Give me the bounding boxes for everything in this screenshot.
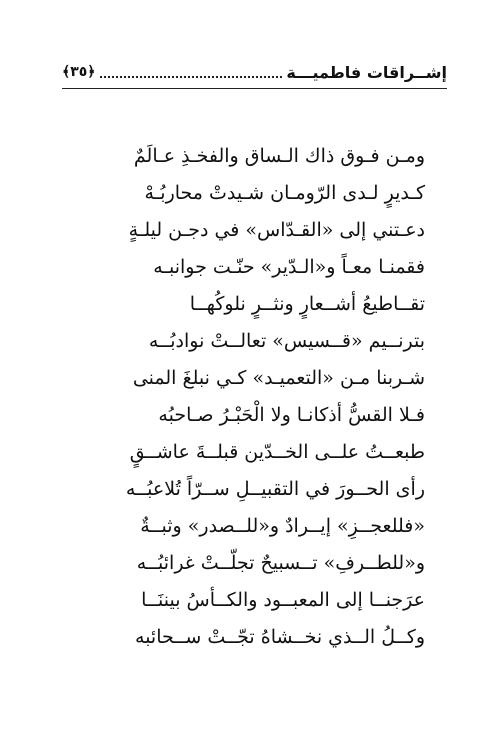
- verse-line: شـربنا مـن «التعميـد» كـي نبلغَ المنى: [132, 367, 425, 389]
- running-header: [62, 60, 447, 84]
- header-dot-leader: [100, 62, 283, 78]
- verse-line: ومـن فـوق ذاك الـساق والفخـذِ عـالَمٌ: [133, 145, 425, 167]
- verse-line: رأى الحــورَ في التقبيــلِ ســرّاً تُلاعبُــه: [125, 478, 425, 500]
- verse-line: عرَجنــا إلى المعبــود والكــأسُ بيننَــا: [141, 589, 425, 611]
- verse-line: بترنــيم «قــسيس» تعالــتْ نوادبُــه: [148, 330, 425, 352]
- verse-line: وكــلُ الــذي نخــشاهُ تجّــتْ ســحائبه: [135, 626, 425, 648]
- verse-line: فـلا القسُّ أذكانـا ولا الْحَبْـرُ صـاحبُه: [158, 404, 425, 426]
- page-number: ﴿٣٥﴾: [62, 64, 96, 80]
- verse-line: «فللعجــزِ» إيــرادٌ و«للــصدر» وثبــةٌ: [140, 515, 425, 537]
- verse-line: طبعــتُ علــى الخــدّين قبلــةَ عاشــقٍ: [129, 441, 425, 463]
- verse-line: دعـتني إلى «القـدّاس» في دجـن ليلـةٍ: [128, 219, 425, 241]
- verse-line: كـديرٍ لـدى الرّومـان شـيدتْ محاربُـهْ: [144, 182, 425, 204]
- verse-line: تقــاطيعُ أشــعارٍ ونثــرٍ نلوكُهــا: [189, 293, 425, 315]
- header-title: إشــراقات فاطميـــة: [286, 62, 447, 82]
- poem-verses: [60, 138, 425, 656]
- header-divider: [62, 88, 447, 89]
- verse-line: فقمنـا معـاً و«الـدّير» حنّـت جوانبـه: [153, 256, 425, 278]
- verse-line: و«للطــرفِ» تــسبيحٌ تجلّــتْ غرائبُــه: [136, 552, 425, 574]
